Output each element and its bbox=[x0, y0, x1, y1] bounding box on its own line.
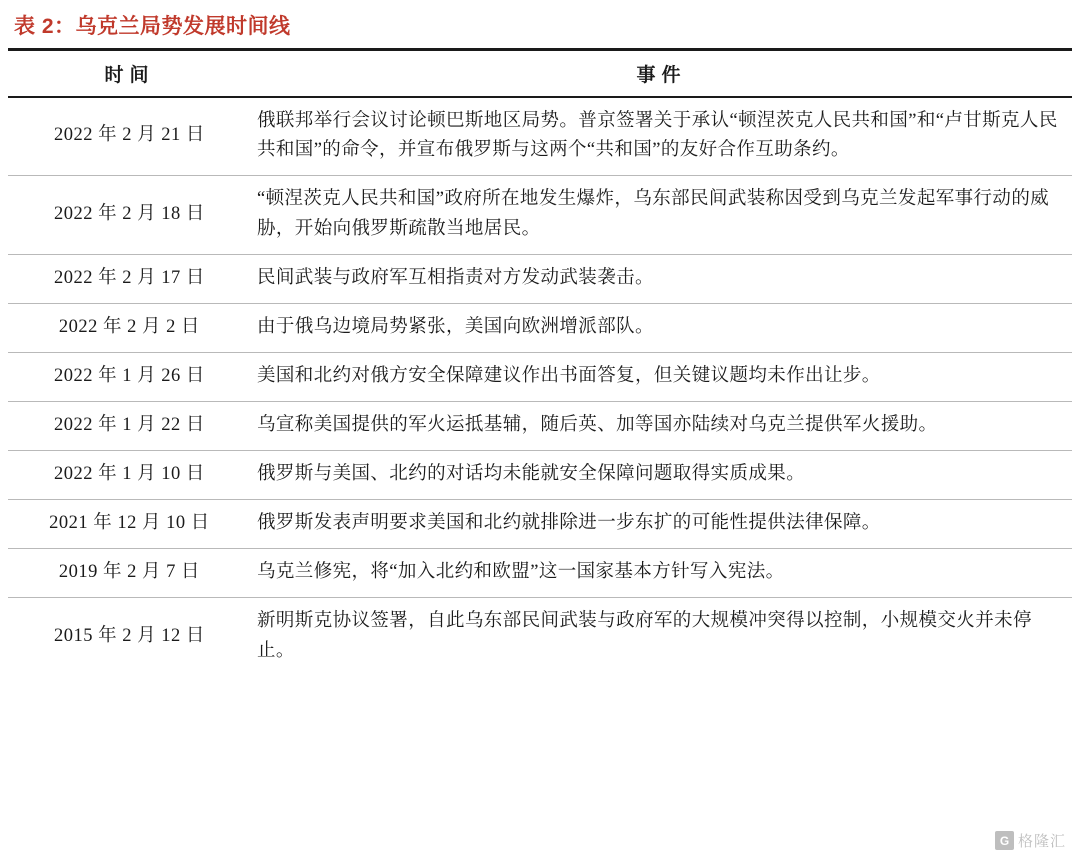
table-row bbox=[8, 500, 1072, 549]
cell-event: 俄联邦举行会议讨论顿巴斯地区局势。普京签署关于承认“顿涅茨克人民共和国”和“卢甘斯克人民共和国”的命令，并宣布俄罗斯与这两个“共和国”的友好合作互助条约。 bbox=[251, 98, 1072, 176]
watermark-text: 格隆汇 bbox=[1017, 833, 1066, 850]
table-row bbox=[8, 353, 1072, 402]
cell-event: 乌克兰修宪，将“加入北约和欧盟”这一国家基本方针写入宪法。 bbox=[251, 549, 1072, 598]
cell-date: 2022 年 1 月 10 日 bbox=[8, 451, 251, 500]
table-row bbox=[8, 304, 1072, 353]
cell-event: 由于俄乌边境局势紧张，美国向欧洲增派部队。 bbox=[251, 304, 1072, 353]
table-row bbox=[8, 598, 1072, 676]
cell-date: 2022 年 1 月 26 日 bbox=[8, 353, 251, 402]
table-title bbox=[0, 0, 1080, 48]
table-row bbox=[8, 451, 1072, 500]
cell-date: 2021 年 12 月 10 日 bbox=[8, 500, 251, 549]
cell-event: 俄罗斯与美国、北约的对话均未能就安全保障问题取得实质成果。 bbox=[251, 451, 1072, 500]
cell-event: 民间武装与政府军互相指责对方发动武装袭击。 bbox=[251, 255, 1072, 304]
cell-date: 2022 年 2 月 17 日 bbox=[8, 255, 251, 304]
cell-event: “顿涅茨克人民共和国”政府所在地发生爆炸，乌东部民间武装称因受到乌克兰发起军事行动的威胁，开始向俄罗斯疏散当地居民。 bbox=[251, 176, 1072, 255]
table-header-row bbox=[8, 51, 1072, 96]
watermark bbox=[995, 830, 1066, 851]
table-header bbox=[8, 51, 1072, 96]
cell-date: 2022 年 2 月 2 日 bbox=[8, 304, 251, 353]
timeline-table bbox=[8, 51, 1072, 96]
cell-event: 新明斯克协议签署，自此乌东部民间武装与政府军的大规模冲突得以控制，小规模交火并未停止。 bbox=[257, 611, 1032, 662]
cell-date: 2022 年 2 月 21 日 bbox=[8, 98, 251, 176]
cell-date: 2019 年 2 月 7 日 bbox=[8, 549, 251, 598]
watermark-logo-icon: G bbox=[995, 831, 1014, 850]
cell-event: 美国和北约对俄方安全保障建议作出书面答复，但关键议题均未作出让步。 bbox=[251, 353, 1072, 402]
table-row bbox=[8, 549, 1072, 598]
timeline-table-body bbox=[8, 98, 1072, 677]
table-row bbox=[8, 176, 1072, 255]
table-body bbox=[8, 98, 1072, 677]
table-title-text: 表 2：乌克兰局势发展时间线 bbox=[14, 15, 291, 38]
table-row bbox=[8, 98, 1072, 176]
cell-event: 乌宣称美国提供的军火运抵基辅，随后英、加等国亦陆续对乌克兰提供军火援助。 bbox=[251, 402, 1072, 451]
column-header-event: 事件 bbox=[636, 65, 687, 86]
table-row bbox=[8, 402, 1072, 451]
cell-date: 2015 年 2 月 12 日 bbox=[54, 626, 205, 647]
cell-date: 2022 年 1 月 22 日 bbox=[8, 402, 251, 451]
column-header-date: 时间 bbox=[104, 65, 155, 86]
cell-event: 俄罗斯发表声明要求美国和北约就排除进一步东扩的可能性提供法律保障。 bbox=[251, 500, 1072, 549]
cell-date: 2022 年 2 月 18 日 bbox=[8, 176, 251, 255]
table-row bbox=[8, 255, 1072, 304]
